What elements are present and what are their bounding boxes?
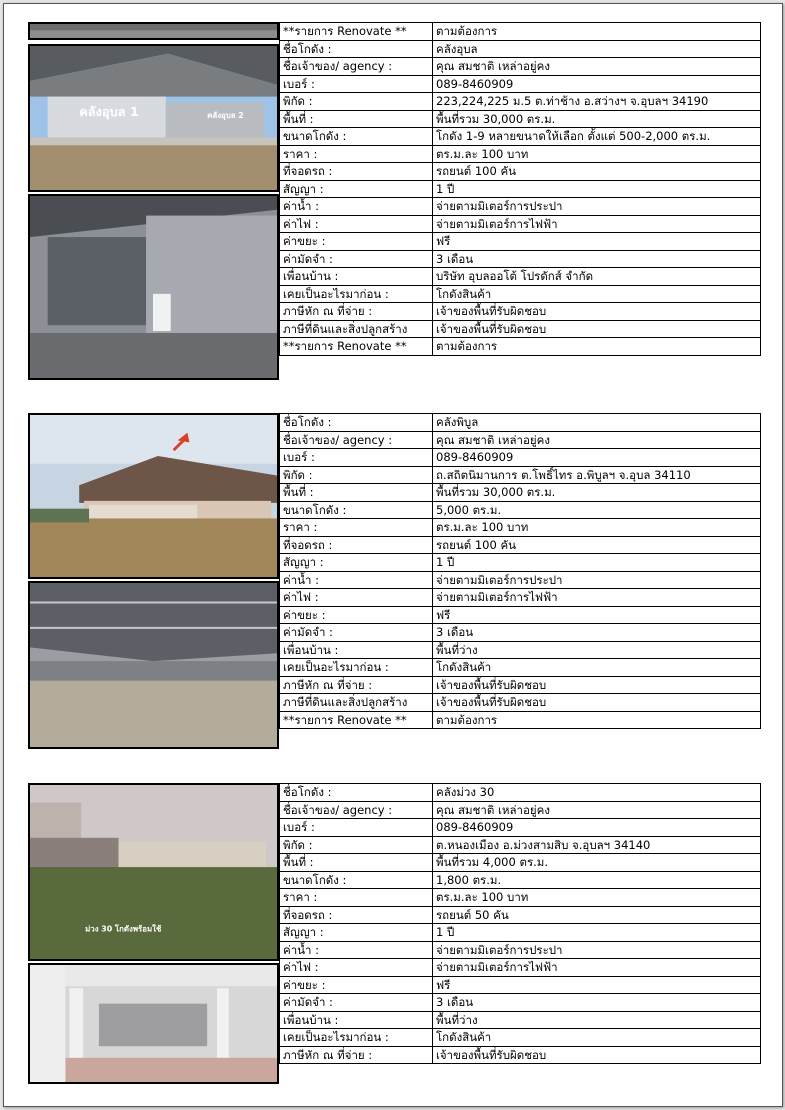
warehouse-exterior-photo (28, 783, 279, 961)
info-label: **รายการ Renovate ** (280, 338, 433, 356)
info-value: เจ้าของพื้นที่รับผิดชอบ (433, 694, 761, 712)
info-label: ค่าน้ำ : (280, 941, 433, 959)
info-row (280, 994, 761, 1012)
info-row (280, 871, 761, 889)
info-row (280, 694, 761, 712)
listing-rows-3 (280, 784, 761, 1064)
info-label: เคยเป็นอะไรมาก่อน : (280, 659, 433, 677)
listing-rows-2 (280, 414, 761, 729)
info-row (280, 75, 761, 93)
info-label: ค่าขยะ : (280, 976, 433, 994)
info-value: คุณ สมชาติ เหล่าอยู่คง (433, 58, 761, 76)
info-value: ฟรี (433, 233, 761, 251)
info-row (280, 959, 761, 977)
info-value: พื้นที่ว่าง (433, 1011, 761, 1029)
info-value: โกดังสินค้า (433, 285, 761, 303)
info-value: พื้นที่รวม 30,000 ตร.ม. (433, 110, 761, 128)
warehouse-interior-photo (28, 194, 279, 380)
info-label: ราคา : (280, 145, 433, 163)
info-value: ฟรี (433, 606, 761, 624)
info-value: จ่ายตามมิเตอร์การไฟฟ้า (433, 959, 761, 977)
info-value: 223,224,225 ม.5 ต.ท่าช้าง อ.สว่างฯ จ.อุบลฯ 34190 (433, 93, 761, 111)
info-value: โกดังสินค้า (433, 1029, 761, 1047)
info-value: คลังอุบล (433, 40, 761, 58)
photo-strip-top (28, 22, 279, 40)
info-row (280, 676, 761, 694)
info-label: พื้นที่ : (280, 854, 433, 872)
info-row (280, 589, 761, 607)
info-value: บริษัท อุบลออโต้ โปรดักส์ จำกัด (433, 268, 761, 286)
listing-info-table (279, 413, 761, 729)
photo-caption-side: คลังอุบล 2 (207, 111, 244, 120)
info-value: 1 ปี (433, 554, 761, 572)
warehouse-exterior-photo (28, 413, 279, 579)
info-label: **รายการ Renovate ** (280, 23, 433, 41)
info-value: จ่ายตามมิเตอร์การประปา (433, 198, 761, 216)
warehouse-interior-photo (28, 581, 279, 749)
info-row (280, 466, 761, 484)
info-value: รถยนต์ 50 คัน (433, 906, 761, 924)
info-label: เคยเป็นอะไรมาก่อน : (280, 285, 433, 303)
info-row (280, 338, 761, 356)
info-label: ชื่อเจ้าของ/ agency : (280, 801, 433, 819)
info-value: เจ้าของพื้นที่รับผิดชอบ (433, 676, 761, 694)
info-label: พื้นที่ : (280, 110, 433, 128)
info-row (280, 1029, 761, 1047)
info-label: ค่ามัดจำ : (280, 624, 433, 642)
info-row (280, 889, 761, 907)
info-value: จ่ายตามมิเตอร์การประปา (433, 571, 761, 589)
info-row (280, 250, 761, 268)
info-value: 089-8460909 (433, 449, 761, 467)
info-row (280, 924, 761, 942)
info-row (280, 571, 761, 589)
info-value: จ่ายตามมิเตอร์การไฟฟ้า (433, 589, 761, 607)
info-value: 3 เดือน (433, 994, 761, 1012)
info-value: พื้นที่รวม 4,000 ตร.ม. (433, 854, 761, 872)
info-row (280, 784, 761, 802)
info-row (280, 449, 761, 467)
info-value: 1,800 ตร.ม. (433, 871, 761, 889)
info-value: ตร.ม.ละ 100 บาท (433, 145, 761, 163)
info-row (280, 163, 761, 181)
info-label: ค่าน้ำ : (280, 571, 433, 589)
info-label: ค่าขยะ : (280, 233, 433, 251)
info-label: ภาษีที่ดินและสิ่งปลูกสร้าง (280, 694, 433, 712)
info-label: พิกัด : (280, 836, 433, 854)
info-value: 1 ปี (433, 924, 761, 942)
info-value: พื้นที่รวม 30,000 ตร.ม. (433, 484, 761, 502)
photo-caption-main: คลังอุบล 1 (79, 104, 139, 120)
info-row (280, 941, 761, 959)
info-label: สัญญา : (280, 924, 433, 942)
info-label: ขนาดโกดัง : (280, 501, 433, 519)
info-row (280, 431, 761, 449)
listing-block (28, 22, 759, 379)
info-label: ค่าไฟ : (280, 215, 433, 233)
info-label: ราคา : (280, 519, 433, 537)
info-row (280, 58, 761, 76)
info-row (280, 624, 761, 642)
info-label: พื้นที่ : (280, 484, 433, 502)
info-value: พื้นที่ว่าง (433, 641, 761, 659)
photo-caption-main: ม่วง 30 โกดังพร้อมใช้ (85, 924, 162, 934)
info-label: พิกัด : (280, 466, 433, 484)
info-label: เคยเป็นอะไรมาก่อน : (280, 1029, 433, 1047)
info-row (280, 93, 761, 111)
listing-block (28, 413, 759, 753)
info-label: เบอร์ : (280, 449, 433, 467)
info-row (280, 836, 761, 854)
info-row (280, 501, 761, 519)
info-label: ขนาดโกดัง : (280, 128, 433, 146)
info-value: โกดัง 1-9 หลายขนาดให้เลือก ตั้งแต่ 500-2,000 ตร.ม. (433, 128, 761, 146)
info-row (280, 110, 761, 128)
info-row (280, 1011, 761, 1029)
info-value: ต.หนองเมือง อ.ม่วงสามสิบ จ.อุบลฯ 34140 (433, 836, 761, 854)
info-label: ภาษีหัก ณ ที่จ่าย : (280, 1046, 433, 1064)
info-label: ค่ามัดจำ : (280, 994, 433, 1012)
info-row (280, 976, 761, 994)
info-label: สัญญา : (280, 180, 433, 198)
info-value: ถ.สถิตนิมานการ ต.โพธิ์ไทร อ.พิบูลฯ จ.อุบล 34110 (433, 466, 761, 484)
info-label: เพื่อนบ้าน : (280, 1011, 433, 1029)
info-row (280, 484, 761, 502)
info-row (280, 536, 761, 554)
info-value: รถยนต์ 100 คัน (433, 536, 761, 554)
info-label: **รายการ Renovate ** (280, 711, 433, 729)
info-row (280, 128, 761, 146)
info-row (280, 303, 761, 321)
info-value: รถยนต์ 100 คัน (433, 163, 761, 181)
info-label: ชื่อเจ้าของ/ agency : (280, 431, 433, 449)
info-row (280, 801, 761, 819)
info-value: คลังพิบูล (433, 414, 761, 432)
listing-info-table (279, 22, 761, 356)
info-value: 5,000 ตร.ม. (433, 501, 761, 519)
info-label: สัญญา : (280, 554, 433, 572)
warehouse-exterior-photo (28, 44, 279, 192)
info-label: ที่จอดรถ : (280, 906, 433, 924)
info-row (280, 145, 761, 163)
info-row (280, 268, 761, 286)
info-row (280, 215, 761, 233)
info-value: ตามต้องการ (433, 23, 761, 41)
info-row (280, 641, 761, 659)
info-value: คุณ สมชาติ เหล่าอยู่คง (433, 801, 761, 819)
info-value: โกดังสินค้า (433, 659, 761, 677)
info-row (280, 198, 761, 216)
info-label: ภาษีที่ดินและสิ่งปลูกสร้าง (280, 320, 433, 338)
info-label: เบอร์ : (280, 819, 433, 837)
info-label: ชื่อเจ้าของ/ agency : (280, 58, 433, 76)
info-row (280, 233, 761, 251)
info-value: จ่ายตามมิเตอร์การไฟฟ้า (433, 215, 761, 233)
info-value: 089-8460909 (433, 75, 761, 93)
info-row (280, 414, 761, 432)
info-label: ภาษีหัก ณ ที่จ่าย : (280, 303, 433, 321)
info-row (280, 40, 761, 58)
info-row (280, 819, 761, 837)
info-label: เพื่อนบ้าน : (280, 268, 433, 286)
info-label: พิกัด : (280, 93, 433, 111)
info-value: ตร.ม.ละ 100 บาท (433, 889, 761, 907)
info-label: ค่าไฟ : (280, 589, 433, 607)
info-label: ค่าไฟ : (280, 959, 433, 977)
info-label: ชื่อโกดัง : (280, 784, 433, 802)
info-value: ฟรี (433, 976, 761, 994)
info-label: เพื่อนบ้าน : (280, 641, 433, 659)
info-label: เบอร์ : (280, 75, 433, 93)
info-row (280, 711, 761, 729)
info-value: เจ้าของพื้นที่รับผิดชอบ (433, 303, 761, 321)
listing-info-table (279, 783, 761, 1064)
info-label: ค่าขยะ : (280, 606, 433, 624)
info-row (280, 180, 761, 198)
warehouse-interior-photo (28, 963, 279, 1084)
info-row (280, 519, 761, 537)
info-label: ชื่อโกดัง : (280, 40, 433, 58)
info-row (280, 1046, 761, 1064)
info-value: 3 เดือน (433, 250, 761, 268)
info-row (280, 285, 761, 303)
info-value: เจ้าของพื้นที่รับผิดชอบ (433, 320, 761, 338)
info-label: ขนาดโกดัง : (280, 871, 433, 889)
info-row (280, 320, 761, 338)
info-row (280, 659, 761, 677)
info-value: คุณ สมชาติ เหล่าอยู่คง (433, 431, 761, 449)
info-label: ที่จอดรถ : (280, 163, 433, 181)
info-value: 089-8460909 (433, 819, 761, 837)
info-label: ชื่อโกดัง : (280, 414, 433, 432)
info-row (280, 906, 761, 924)
info-value: คลังม่วง 30 (433, 784, 761, 802)
info-value: 3 เดือน (433, 624, 761, 642)
info-label: ค่ามัดจำ : (280, 250, 433, 268)
info-label: ค่าน้ำ : (280, 198, 433, 216)
info-value: 1 ปี (433, 180, 761, 198)
info-row (280, 854, 761, 872)
info-label: ภาษีหัก ณ ที่จ่าย : (280, 676, 433, 694)
document-page (3, 3, 783, 1107)
info-value: ตามต้องการ (433, 711, 761, 729)
listing-block (28, 783, 759, 1083)
info-label: ที่จอดรถ : (280, 536, 433, 554)
info-value: ตร.ม.ละ 100 บาท (433, 519, 761, 537)
info-value: จ่ายตามมิเตอร์การประปา (433, 941, 761, 959)
listing-rows-1 (280, 23, 761, 356)
info-value: ตามต้องการ (433, 338, 761, 356)
info-label: ราคา : (280, 889, 433, 907)
info-row (280, 23, 761, 41)
info-value: เจ้าของพื้นที่รับผิดชอบ (433, 1046, 761, 1064)
info-row (280, 606, 761, 624)
info-row (280, 554, 761, 572)
